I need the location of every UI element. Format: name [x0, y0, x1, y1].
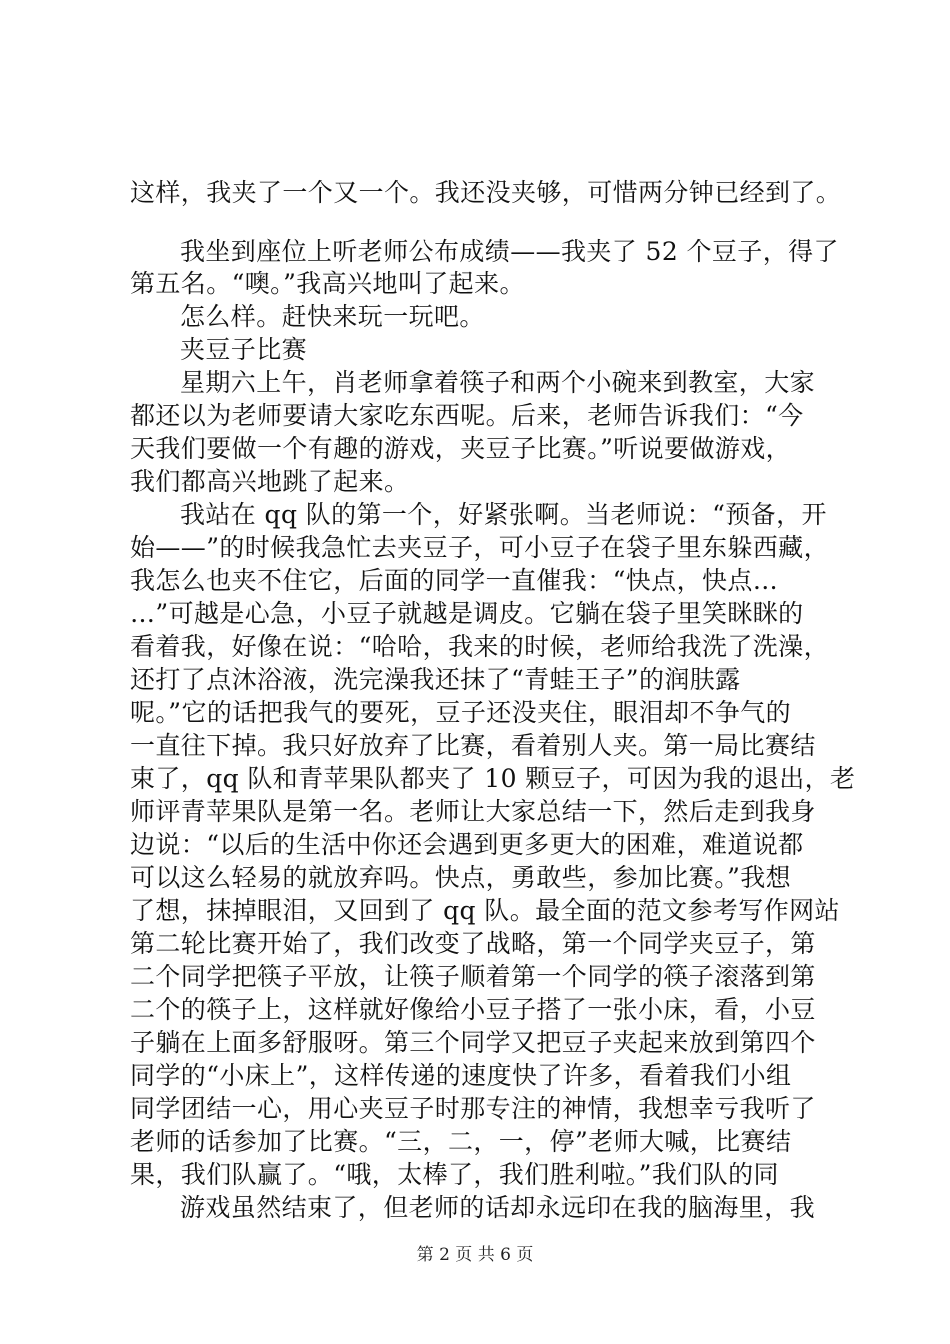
text-line: 还打了点沐浴液，洗完澡我还抹了“青蛙王子”的润肤露 [130, 665, 741, 694]
text-line: 我站在 qq 队的第一个，好紧张啊。当老师说：“预备，开 [180, 500, 827, 529]
text-line: 子躺在上面多舒服呀。第三个同学又把豆子夹起来放到第四个 [130, 1028, 816, 1057]
page-number-footer: 第 2 页 共 6 页 [416, 1245, 534, 1265]
text-line: 星期六上午，肖老师拿着筷子和两个小碗来到教室，大家 [180, 368, 816, 397]
text-line: 这样，我夹了一个又一个。我还没夹够，可惜两分钟已经到了。 [130, 178, 842, 207]
text-line: 同学的“小床上”，这样传递的速度快了许多，看着我们小组 [130, 1061, 792, 1090]
text-line: 怎么样。赶快来玩一玩吧。 [180, 302, 485, 331]
text-line: 都还以为老师要请大家吃东西呢。后来，老师告诉我们：“今 [130, 401, 804, 430]
text-line: 游戏虽然结束了，但老师的话却永远印在我的脑海里，我 [180, 1193, 816, 1222]
text-line: 第二轮比赛开始了，我们改变了战略，第一个同学夹豆子，第 [130, 929, 816, 958]
text-line: 我怎么也夹不住它，后面的同学一直催我：“快点，快点… [130, 566, 779, 595]
text-line: 同学团结一心，用心夹豆子时那专注的神情，我想幸亏我听了 [130, 1094, 816, 1123]
text-line: 我们都高兴地跳了起来。 [130, 467, 410, 496]
text-line: 第五名。“噢。”我高兴地叫了起来。 [130, 269, 525, 298]
text-line: 二个同学把筷子平放，让筷子顺着第一个同学的筷子滚落到第 [130, 962, 816, 991]
text-line: 老师的话参加了比赛。“三，二，一，停”老师大喊，比赛结 [130, 1127, 792, 1156]
text-line: 束了，qq 队和青苹果队都夹了 10 颗豆子，可因为我的退出，老 [130, 764, 856, 793]
text-line: 看着我，好像在说：“哈哈，我来的时候，老师给我洗了洗澡， [130, 632, 829, 661]
text-line: 我坐到座位上听老师公布成绩——我夹了 52 个豆子，得了 [180, 237, 839, 266]
article-title: 夹豆子比赛 [180, 335, 308, 364]
text-line: 边说：“以后的生活中你还会遇到更多更大的困难，难道说都 [130, 830, 804, 859]
text-line: 一直往下掉。我只好放弃了比赛，看着别人夹。第一局比赛结 [130, 731, 816, 760]
text-line: …”可越是心急，小豆子就越是调皮。它躺在袋子里笑眯眯的 [130, 599, 804, 628]
text-line: 果，我们队赢了。“哦，太棒了，我们胜利啦。”我们队的同 [130, 1160, 779, 1189]
text-line: 始——”的时候我急忙去夹豆子，可小豆子在袋子里东躲西藏， [130, 533, 829, 562]
text-line: 二个的筷子上，这样就好像给小豆子搭了一张小床，看，小豆 [130, 995, 816, 1024]
text-line: 师评青苹果队是第一名。老师让大家总结一下，然后走到我身 [130, 797, 816, 826]
text-line: 呢。”它的话把我气的要死，豆子还没夹住，眼泪却不争气的 [130, 698, 792, 727]
text-line: 天我们要做一个有趣的游戏，夹豆子比赛。”听说要做游戏， [130, 434, 792, 463]
text-line: 可以这么轻易的就放弃吗。快点，勇敢些，参加比赛。”我想 [130, 863, 792, 892]
text-line: 了想，抹掉眼泪，又回到了 qq 队。最全面的范文参考写作网站 [130, 896, 840, 925]
